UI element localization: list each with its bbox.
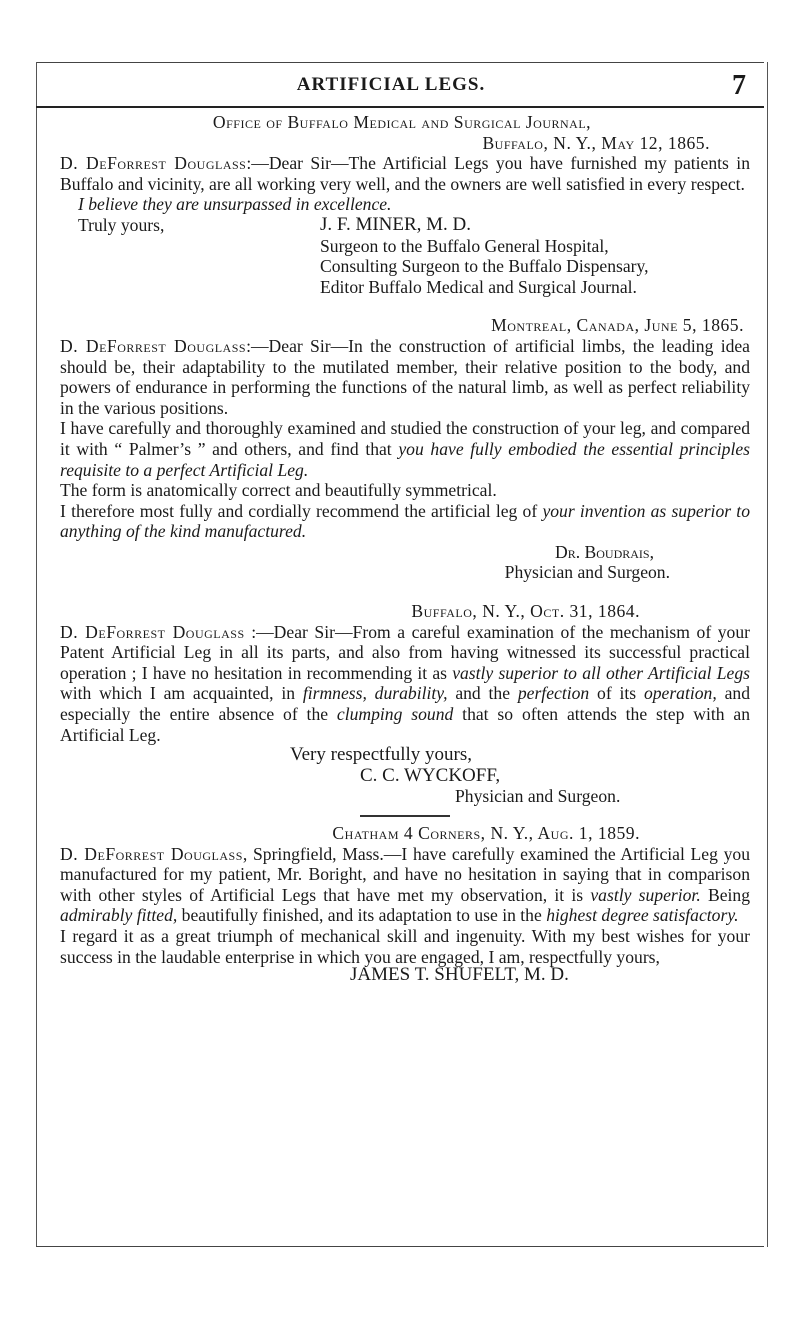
spacer (60, 583, 750, 601)
letter-emphasis: clumping sound (336, 704, 454, 725)
letter-emphasis: you have fully embodied the essential principles requisite to a perfect Artificial Leg. (60, 438, 750, 480)
letter-body (60, 622, 750, 746)
running-title: ARTIFICIAL LEGS. (296, 74, 486, 95)
letter-signer: C. C. WYCKOFF, (360, 764, 501, 786)
letter-emphasis: operation, (643, 683, 717, 704)
letter-body-4 (60, 501, 750, 542)
letter-body-text: with which I am acquainted, in (60, 683, 303, 704)
page-number: 7 (732, 70, 746, 101)
letter-body-text: and especially the entire absence of the (60, 683, 750, 725)
letter-emphasis: I believe they are unsurpassed in excellence. (78, 194, 392, 215)
letter-miner (60, 112, 750, 297)
letter-place-date: Buffalo, N. Y., Oct. 31, 1864. (411, 601, 640, 622)
letter-signer (60, 542, 750, 563)
letter-body (60, 153, 750, 194)
letter-title: Physician and Surgeon. (455, 786, 621, 807)
letter-body-3: The form is anatomically correct and beautifully symmetrical. (60, 480, 497, 501)
letter-title-2: Consulting Surgeon to the Buffalo Dispensary, (320, 256, 649, 277)
letter-body-text: Being (700, 884, 750, 905)
page-header (36, 70, 746, 102)
letter-body-text: , Springfield, Mass.—I have carefully examined the Artificial Leg you manufactured for my patient, Mr. Boright, and have no hesitation in saying that in comparison with other styles of Artificial Legs that have met my observation, it is (60, 843, 750, 905)
letter-wyckoff (60, 601, 750, 807)
letter-title: Physician and Surgeon. (504, 562, 670, 583)
salutation-name: D. DeForrest Douglass (60, 335, 247, 356)
letter-body-2: I regard it as a great triumph of mechanical skill and ingenuity. With my best wishes for your success in the laudable enterprise in which you are engaged, I am, respectfully yours, (60, 925, 750, 967)
letter-emphasis: perfection (517, 683, 590, 704)
letter-body-text: beautifully finished, and its adaptation to use in the (177, 905, 547, 926)
letter-place-date: Chatham 4 Corners, N. Y., Aug. 1, 1859. (332, 823, 640, 843)
page-content (60, 112, 750, 986)
letter-signer: JAMES T. SHUFELT, M. D. (350, 964, 569, 986)
bottom-rule (36, 1246, 764, 1247)
letter-body-text: that so often attends the step with an Artificial Leg. (60, 704, 750, 745)
letter-emphasis: admirably fitted, (60, 905, 178, 926)
letter-body (60, 844, 750, 926)
letter-emphasis: vastly superior to all other Artificial Legs (452, 662, 751, 683)
letter-closing: Truly yours, (78, 214, 165, 235)
letter-body-text: of its (589, 683, 644, 704)
letter-emphasis: vastly superior. (590, 884, 701, 905)
letter-boudrais (60, 315, 750, 583)
letter-shufelt (60, 823, 750, 986)
salutation-name: D. DeForrest Douglass (60, 843, 243, 864)
letter-signer: J. F. MINER, M. D. (320, 213, 472, 235)
letter-title-1: Surgeon to the Buffalo General Hospital, (320, 235, 609, 256)
letter-body-text: :—Dear Sir—The Artificial Legs you have furnished my patients in Buffalo and vicinity, are all working very well, and the owners are well satisfied in every respect. (60, 153, 750, 194)
letter-body-text: :—Dear Sir—From a careful examination of the mechanism of your Patent Artificial Leg in all its parts, and also from having witnessed its successful practical operation ; I have no hesitation in recommending it as (60, 621, 750, 683)
section-divider (360, 815, 450, 817)
header-rule (36, 106, 764, 108)
letter-place-date: Montreal, Canada, June 5, 1865. (491, 315, 744, 336)
letter-body-text: :—Dear Sir—In the construction of artificial limbs, the leading idea should be, their adaptability to the mutilated member, their relative position to the body, and powers of endurance in performing the functions of the natural limb, as well as perfect reliability in the various positions. (60, 335, 750, 418)
letter-body-text: I therefore most fully and cordially recommend the artificial leg of (60, 500, 543, 521)
salutation-name: D. DeForrest Douglass (60, 621, 245, 642)
letter-emphasis: highest degree satisfactory. (546, 905, 739, 926)
letter-emphasis: firmness, durability, (302, 683, 448, 704)
letter-place-date: Buffalo, N. Y., May 12, 1865. (482, 132, 710, 153)
letter-body-2 (60, 418, 750, 480)
spacer (60, 297, 750, 315)
salutation-name: D. DeForrest Douglass (60, 153, 247, 174)
letter-closing: Very respectfully yours, (290, 744, 473, 766)
letter-body-text: I have carefully and thoroughly examined and studied the construction of your leg, and compared it with “ Palmer’s ” and others, and find that (60, 418, 750, 459)
letter-emphasis: your invention as superior to anything of the kind manufactured. (60, 500, 750, 542)
signer-name: Dr. Boudrais, (555, 541, 654, 562)
letter-body-text: and the (447, 683, 518, 704)
letter-title-3: Editor Buffalo Medical and Surgical Journal. (320, 276, 637, 297)
letter-org-line: Office of Buffalo Medical and Surgical Journal, (212, 112, 592, 132)
letter-body-1 (60, 336, 750, 418)
